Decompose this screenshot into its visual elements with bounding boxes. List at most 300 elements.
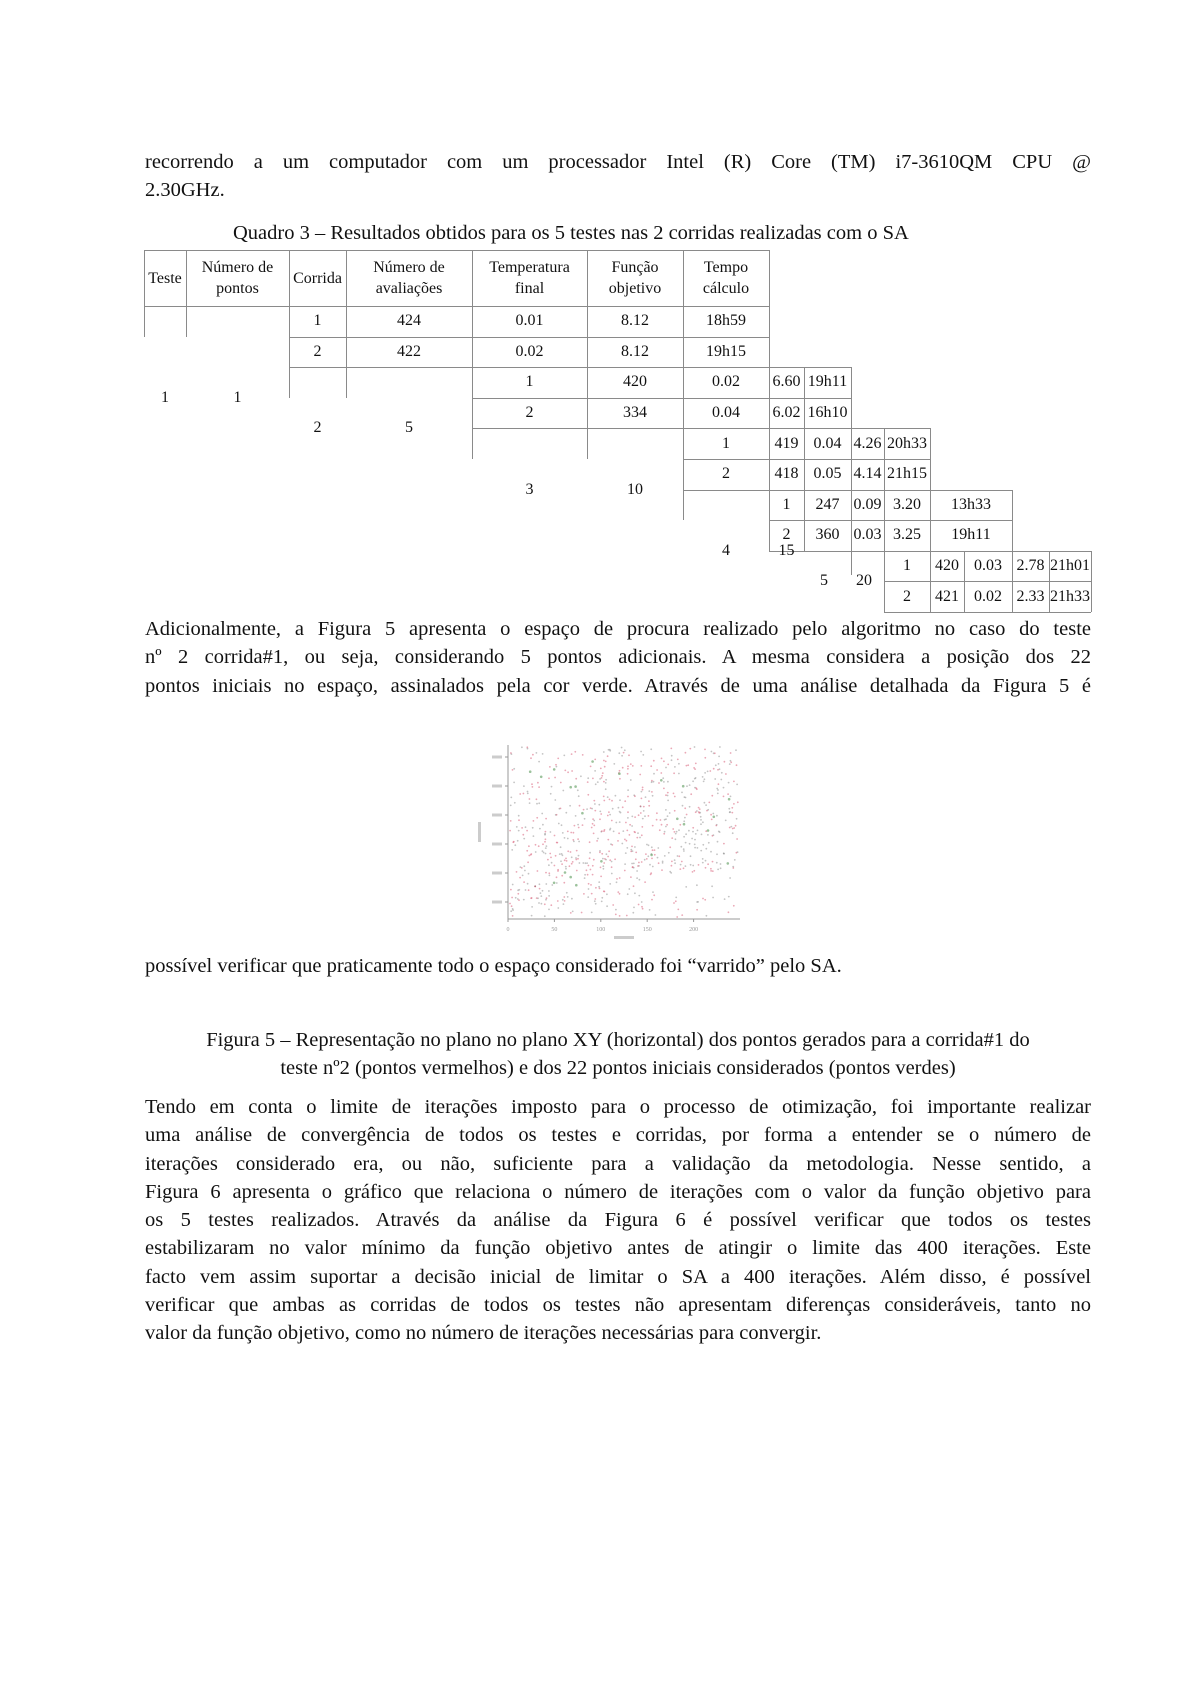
point [562, 790, 564, 792]
generated-point [530, 757, 532, 759]
header-temperatura-final [472, 250, 587, 306]
generated-point [692, 871, 694, 873]
generated-point [626, 840, 628, 842]
generated-point [628, 754, 630, 756]
generated-point [603, 862, 605, 864]
point [603, 868, 605, 870]
generated-point [667, 764, 669, 766]
point [622, 830, 624, 832]
point [544, 834, 546, 836]
generated-point [637, 865, 639, 867]
generated-point [590, 884, 592, 886]
point [667, 795, 669, 797]
point [593, 820, 595, 822]
generated-point [535, 844, 537, 846]
cell-teste-5: 5 [820, 572, 828, 590]
point [527, 748, 529, 750]
point [690, 855, 692, 857]
point [575, 857, 577, 859]
cell-temperatura: 0.03 [974, 557, 1002, 575]
generated-point [642, 908, 644, 910]
point [688, 830, 690, 832]
point [707, 809, 709, 811]
cell-temperatura: 0.02 [974, 587, 1002, 605]
generated-point [652, 849, 654, 851]
point [634, 892, 636, 894]
point [669, 812, 671, 814]
generated-point [570, 832, 572, 834]
point [692, 831, 694, 833]
generated-point [548, 777, 550, 779]
point [602, 865, 604, 867]
point [567, 838, 569, 840]
para2-line: Figura 6 apresenta o gráfico que relaciona o número de iterações com o valor da função objetivo para [145, 1180, 1091, 1203]
cell-tempo: 21h33 [1050, 587, 1090, 605]
table-rule [472, 428, 473, 459]
generated-point [711, 795, 713, 797]
point [710, 851, 712, 853]
point [572, 911, 574, 913]
point [718, 756, 720, 758]
cell-temperatura: 0.04 [813, 434, 842, 452]
generated-point [654, 854, 656, 856]
generated-point [556, 842, 558, 844]
point [640, 806, 642, 808]
point [611, 873, 613, 875]
generated-point [511, 897, 513, 899]
point [532, 827, 534, 829]
point [683, 848, 685, 850]
table-rule [804, 490, 805, 551]
intro-line-2: 2.30GHz. [145, 179, 225, 202]
point [612, 808, 614, 810]
generated-point [554, 835, 556, 837]
generated-point [545, 831, 547, 833]
generated-point [608, 811, 610, 813]
point [562, 899, 564, 901]
point [678, 763, 680, 765]
generated-point [638, 904, 640, 906]
point [512, 884, 514, 886]
initial-point [650, 854, 653, 857]
generated-point [510, 752, 512, 754]
generated-point [591, 893, 593, 895]
point [696, 884, 698, 886]
generated-point [653, 894, 655, 896]
point [712, 897, 714, 899]
generated-point [536, 897, 538, 899]
initial-point [581, 812, 584, 815]
point [615, 909, 617, 911]
generated-point [732, 828, 734, 830]
generated-point [674, 831, 676, 833]
generated-point [561, 863, 563, 865]
para2-line: iterações considerado era, ou não, suficiente para a validação da metodologia. Nesse sentido, a [145, 1152, 1091, 1175]
point [517, 889, 519, 891]
generated-point [673, 793, 675, 795]
header-numero-avaliacoes [346, 250, 472, 306]
table-rule [683, 490, 684, 521]
point [601, 901, 603, 903]
generated-point [538, 845, 540, 847]
point [521, 746, 523, 748]
cell-tempo: 19h15 [706, 342, 746, 360]
generated-point [527, 861, 529, 863]
generated-point [678, 855, 680, 857]
generated-point [728, 911, 730, 913]
generated-point [564, 770, 566, 772]
generated-point [596, 840, 598, 842]
point [674, 766, 676, 768]
point [700, 819, 702, 821]
generated-point [710, 870, 712, 872]
generated-point [632, 866, 634, 868]
generated-point [532, 754, 534, 756]
cell-avaliacoes: 419 [774, 434, 799, 452]
point [702, 844, 704, 846]
point [575, 815, 577, 817]
point [717, 841, 719, 843]
point [704, 772, 706, 774]
generated-point [587, 874, 589, 876]
generated-point [707, 863, 709, 865]
point [717, 789, 719, 791]
initial-point [564, 871, 567, 874]
cell-funcao: 3.25 [893, 526, 921, 544]
point [603, 751, 605, 753]
point [694, 746, 696, 748]
table-rule [1012, 490, 1013, 521]
point [719, 746, 721, 748]
point [518, 815, 520, 817]
table-rule [587, 428, 588, 459]
point [705, 804, 707, 806]
generated-point [590, 766, 592, 768]
point [652, 866, 654, 868]
initial-point [676, 818, 679, 821]
point [587, 777, 589, 779]
generated-point [710, 868, 712, 870]
generated-point [557, 869, 559, 871]
point [681, 792, 683, 794]
generated-point [599, 818, 601, 820]
point [511, 849, 513, 851]
point [689, 843, 691, 845]
point [665, 818, 667, 820]
generated-point [600, 867, 602, 869]
point [642, 754, 644, 756]
generated-point [677, 759, 679, 761]
generated-point [671, 861, 673, 863]
generated-point [627, 765, 629, 767]
generated-point [640, 812, 642, 814]
generated-point [646, 858, 648, 860]
point [557, 907, 559, 909]
point [645, 796, 647, 798]
point [597, 838, 599, 840]
generated-point [627, 773, 629, 775]
point [580, 775, 582, 777]
cell-funcao: 8.12 [621, 312, 649, 330]
generated-point [629, 824, 631, 826]
point [680, 846, 682, 848]
generated-point [671, 865, 673, 867]
point [558, 823, 560, 825]
point [639, 837, 641, 839]
table-rule [930, 428, 931, 459]
generated-point [593, 825, 595, 827]
generated-point [658, 782, 660, 784]
point [591, 912, 593, 914]
point [591, 808, 593, 810]
header-temperatura-final-line-2: final [514, 280, 545, 297]
point [632, 850, 634, 852]
generated-point [512, 769, 514, 771]
paragraph-continuation [145, 952, 1091, 980]
point [531, 906, 533, 908]
point [735, 749, 737, 751]
generated-point [632, 765, 634, 767]
point [545, 847, 547, 849]
point [648, 790, 650, 792]
generated-point [571, 863, 573, 865]
generated-point [644, 881, 646, 883]
point [597, 781, 599, 783]
generated-point [557, 758, 559, 760]
header-numero-pontos-line-1: Número de [201, 259, 274, 276]
point [545, 853, 547, 855]
generated-point [545, 872, 547, 874]
x-tick-label: 100 [596, 927, 606, 933]
point [624, 863, 626, 865]
point [601, 897, 603, 899]
generated-point [650, 872, 652, 874]
y-tick-label-illegible [492, 814, 502, 817]
cell-teste-1: 1 [161, 388, 169, 406]
header-temperatura-final-line-1: Temperatura [489, 259, 570, 276]
generated-point [510, 820, 512, 822]
cell-funcao: 4.26 [853, 434, 882, 452]
point [533, 835, 535, 837]
initial-point [727, 862, 730, 865]
generated-point [650, 765, 652, 767]
generated-point [518, 819, 520, 821]
generated-point [567, 850, 569, 852]
generated-point [611, 820, 613, 822]
point [650, 748, 652, 750]
point [527, 793, 529, 795]
point [578, 795, 580, 797]
generated-point [600, 768, 602, 770]
generated-point [686, 814, 688, 816]
generated-point [713, 768, 715, 770]
generated-point [675, 900, 677, 902]
generated-point [634, 795, 636, 797]
point [608, 749, 610, 751]
point [527, 791, 529, 793]
point [542, 850, 544, 852]
para2-line: os 5 testes realizados. Através da análise da Figura 6 é possível verificar que todos os testes [145, 1209, 1091, 1232]
generated-point [537, 782, 539, 784]
point [685, 865, 687, 867]
generated-point [689, 748, 691, 750]
point [567, 896, 569, 898]
cell-avaliacoes: 424 [397, 312, 421, 330]
point [549, 875, 551, 877]
generated-point [518, 899, 520, 901]
point [546, 845, 548, 847]
header-numero-avaliacoes-line-2: avaliações [375, 280, 443, 297]
point [689, 784, 691, 786]
cell-avaliacoes: 418 [774, 465, 799, 483]
cell-avaliacoes: 420 [623, 373, 647, 391]
point [649, 909, 651, 911]
generated-point [673, 902, 675, 904]
point [631, 816, 633, 818]
point [512, 909, 514, 911]
point [515, 897, 517, 899]
point [619, 821, 621, 823]
point [720, 863, 722, 865]
generated-point [592, 823, 594, 825]
generated-point [656, 819, 658, 821]
point [646, 844, 648, 846]
point [556, 882, 558, 884]
generated-point [593, 859, 595, 861]
cell-pontos-3: 10 [627, 480, 643, 498]
generated-point [526, 850, 528, 852]
point [523, 838, 525, 840]
point [524, 870, 526, 872]
point [716, 815, 718, 817]
para1-line: nº 2 corrida#1, ou seja, considerando 5 pontos adicionais. A mesma considera a posição dos 22 [145, 646, 1091, 669]
table-rule [851, 398, 852, 429]
initial-point [713, 816, 716, 819]
point [582, 862, 584, 864]
generated-point [538, 786, 540, 788]
generated-point [528, 855, 530, 857]
point [602, 858, 604, 860]
point [711, 885, 713, 887]
point [523, 899, 525, 901]
cell-teste-3: 3 [525, 480, 534, 498]
point [594, 900, 596, 902]
point [577, 824, 579, 826]
point [516, 826, 518, 828]
generated-point [648, 805, 650, 807]
generated-point [595, 887, 597, 889]
point [702, 858, 704, 860]
y-axis-label-illegible [478, 822, 481, 842]
generated-point [704, 899, 706, 901]
point [718, 763, 720, 765]
header-funcao-objetivo-line-1: Função [611, 259, 659, 276]
generated-point [564, 859, 566, 861]
point [657, 847, 659, 849]
header-teste: Teste [148, 269, 182, 287]
y-tick-label-illegible [492, 843, 502, 846]
point [736, 784, 738, 786]
generated-point [624, 870, 626, 872]
generated-point [544, 903, 546, 905]
point [639, 879, 641, 881]
cell-temperatura: 0.02 [515, 342, 544, 360]
point [680, 864, 682, 866]
point [683, 836, 685, 838]
generated-point [684, 807, 686, 809]
point [725, 820, 727, 822]
point [700, 823, 702, 825]
generated-point [624, 800, 626, 802]
generated-point [530, 897, 532, 899]
generated-point [694, 768, 696, 770]
generated-point [679, 868, 681, 870]
point [636, 870, 638, 872]
point [536, 752, 538, 754]
point [531, 915, 533, 917]
generated-point [592, 778, 594, 780]
point [538, 902, 540, 904]
point [665, 809, 667, 811]
generated-point [526, 830, 528, 832]
point [613, 763, 615, 765]
generated-point [570, 912, 572, 914]
point [643, 810, 645, 812]
generated-point [627, 811, 629, 813]
generated-point [665, 794, 667, 796]
generated-point [569, 865, 571, 867]
point [569, 805, 571, 807]
point [676, 831, 678, 833]
generated-point [604, 858, 606, 860]
generated-point [648, 800, 650, 802]
point [585, 862, 587, 864]
generated-point [509, 903, 511, 905]
point [525, 889, 527, 891]
point [700, 850, 702, 852]
point [543, 852, 545, 854]
point [730, 760, 732, 762]
point [544, 915, 546, 917]
point [694, 844, 696, 846]
point [729, 877, 731, 879]
point [655, 914, 657, 916]
cell-avaliacoes: 422 [397, 342, 421, 360]
point [535, 851, 537, 853]
point [610, 828, 612, 830]
point [548, 890, 550, 892]
generated-point [653, 760, 655, 762]
generated-point [704, 757, 706, 759]
point [664, 855, 666, 857]
point [692, 780, 694, 782]
generated-point [576, 850, 578, 852]
generated-point [607, 815, 609, 817]
generated-point [618, 832, 620, 834]
point [657, 857, 659, 859]
cell-funcao: 6.02 [772, 404, 801, 422]
generated-point [681, 861, 683, 863]
point [527, 883, 529, 885]
point [560, 860, 562, 862]
generated-point [603, 796, 605, 798]
generated-point [523, 881, 525, 883]
table-rule [884, 551, 885, 612]
cell-tempo: 18h59 [706, 312, 746, 330]
point [588, 888, 590, 890]
point [594, 770, 596, 772]
generated-point [577, 858, 579, 860]
